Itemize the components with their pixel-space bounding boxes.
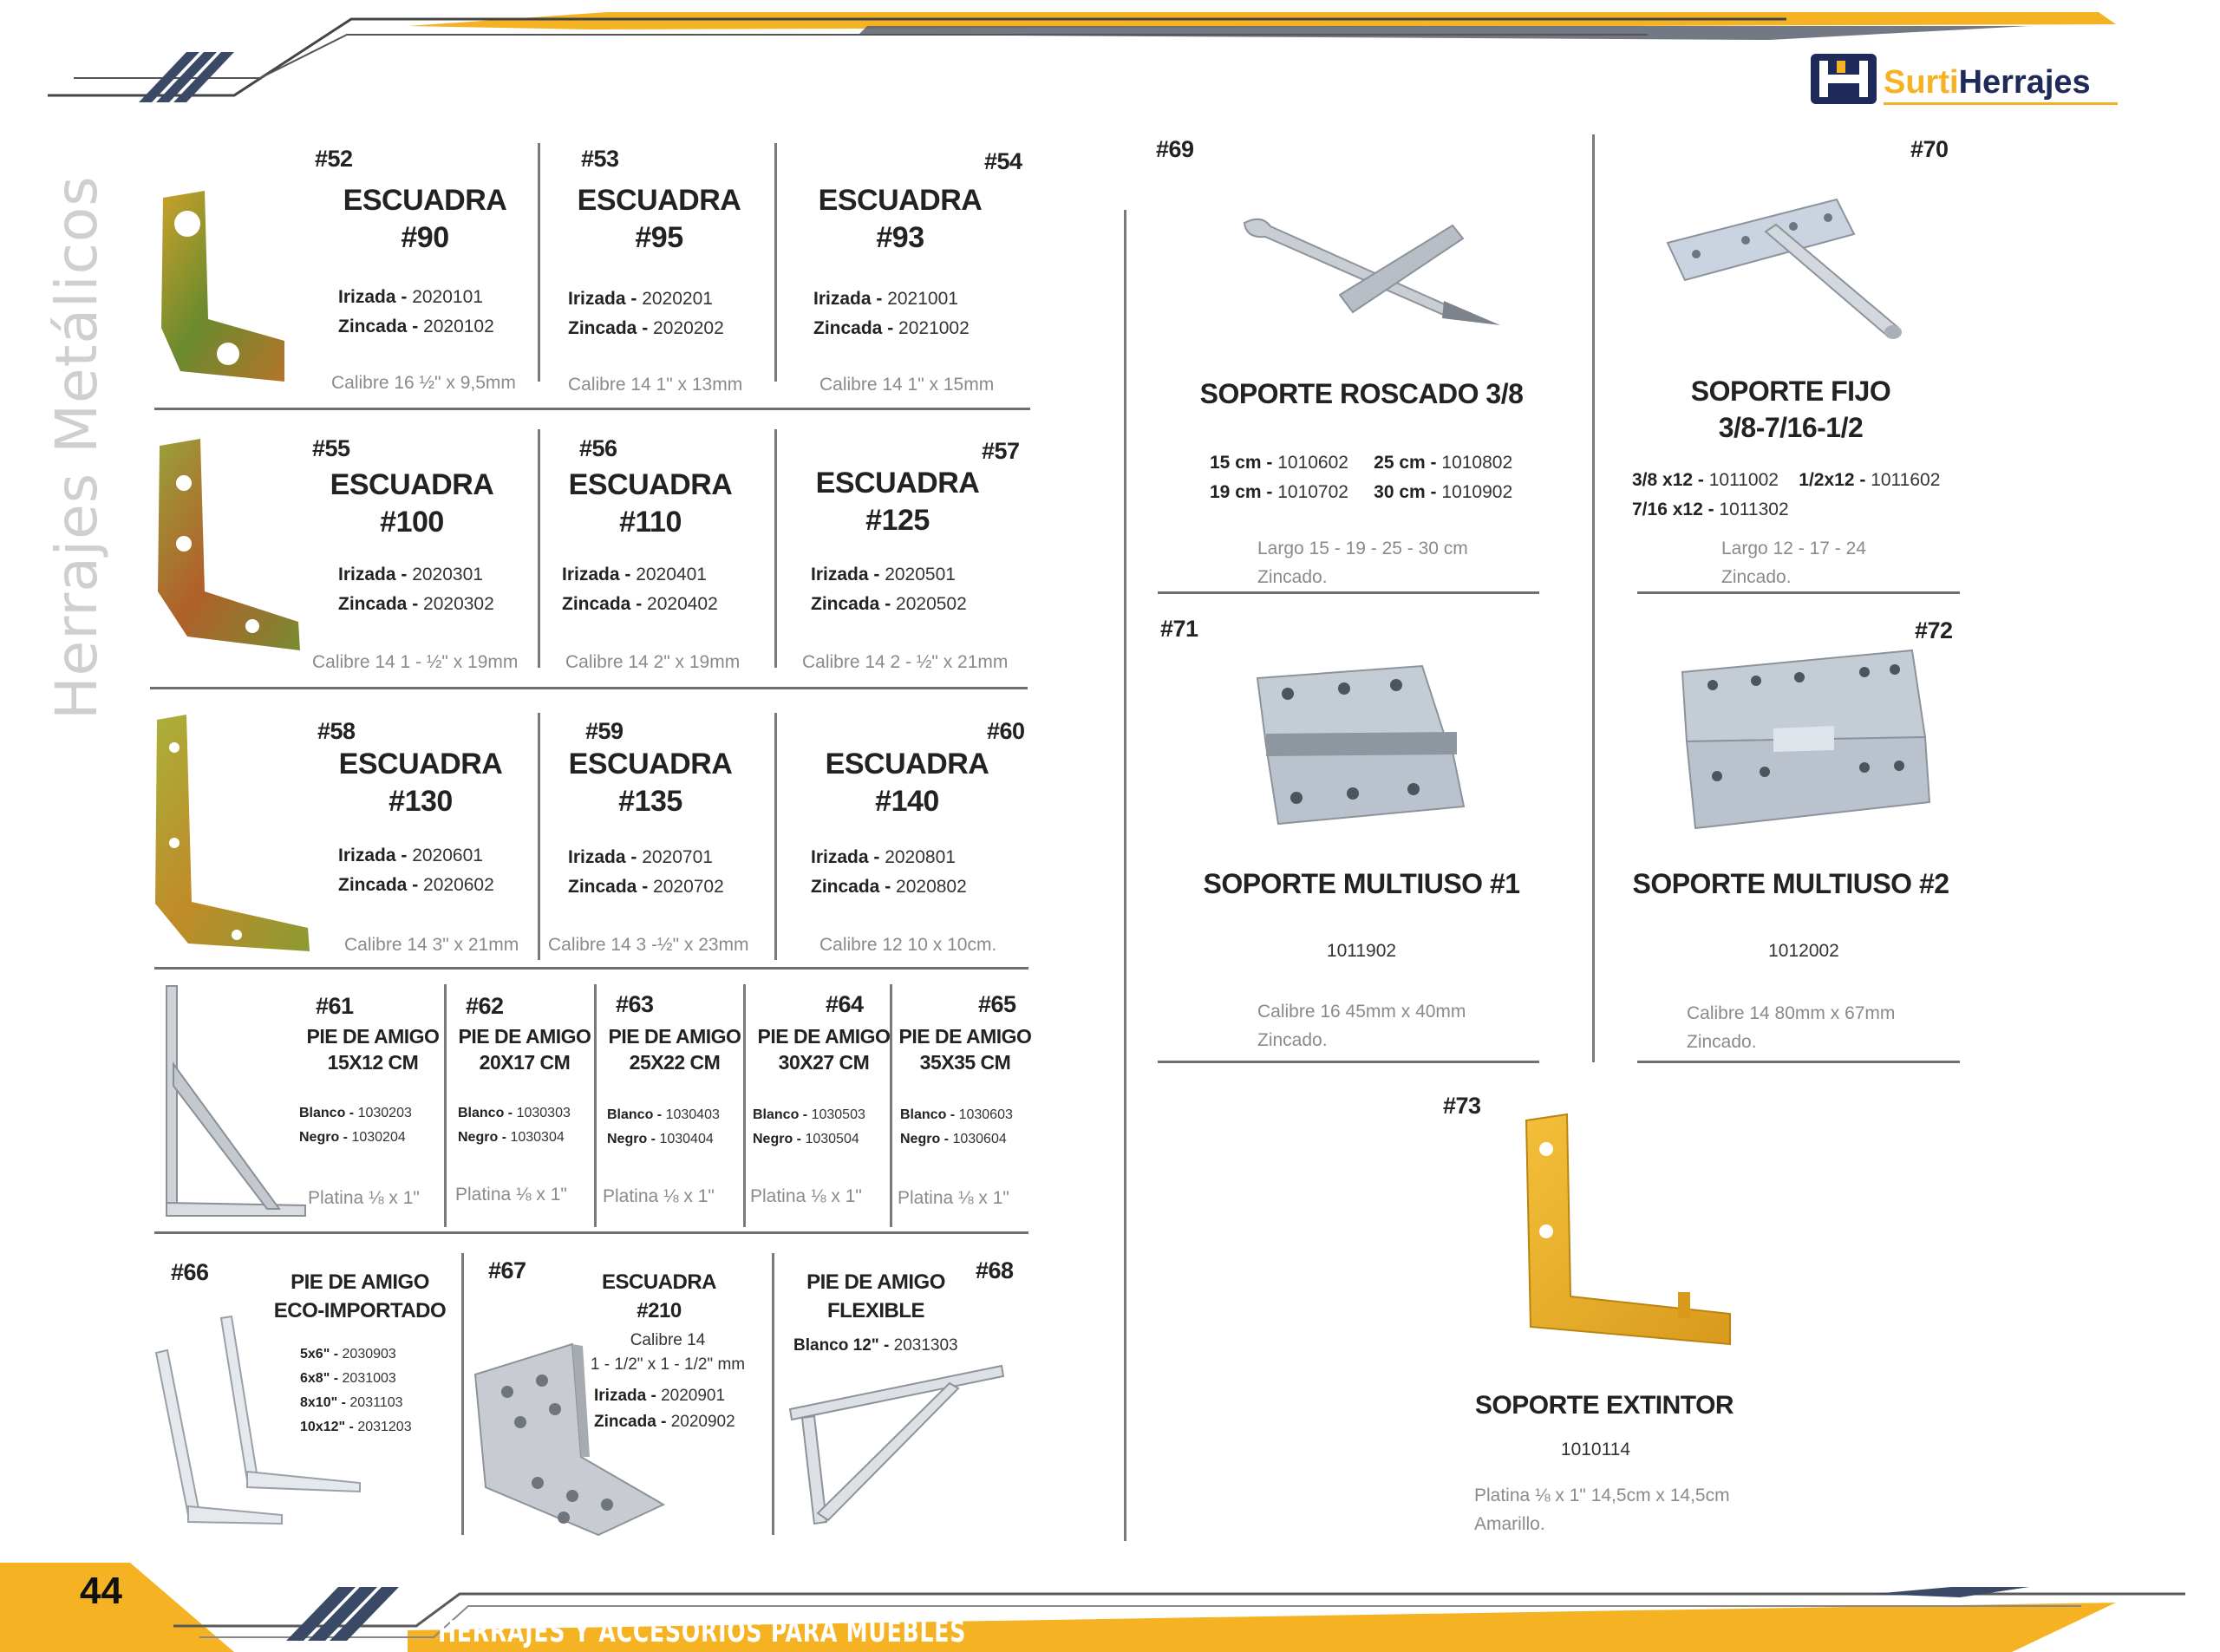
code-value: 2020102 <box>423 317 494 336</box>
product-subspec <box>564 1329 772 1377</box>
code-label: Irizada - <box>813 289 883 309</box>
product-title-line1: PIE DE AMIGO <box>291 1270 429 1294</box>
product-title-line1: PIE DE AMIGO <box>608 1025 741 1048</box>
code-value: 2020202 <box>653 318 724 338</box>
product-codes <box>568 843 724 902</box>
product-title: SOPORTE EXTINTOR <box>1474 1391 1734 1420</box>
product-spec <box>1721 534 1866 591</box>
product-title <box>1617 373 1964 446</box>
divider <box>774 713 777 960</box>
code-value: 2021002 <box>898 318 970 338</box>
code-value: 2020602 <box>423 875 494 895</box>
brand-name <box>1884 64 2091 101</box>
product-number: #57 <box>982 438 1020 464</box>
product-number: #73 <box>1443 1093 1481 1119</box>
product-spec: Calibre 14 1" x 13mm <box>568 375 743 395</box>
brand-name-part1: Surti <box>1884 64 1959 101</box>
product-spec <box>1257 534 1468 591</box>
product-title <box>546 467 754 541</box>
brand-name-part2: Herrajes <box>1958 64 2091 101</box>
product-title: SOPORTE MULTIUSO #1 <box>1203 868 1520 899</box>
product-spec: Calibre 14 3" x 21mm <box>344 935 519 955</box>
product-number: #65 <box>978 991 1016 1017</box>
multiuse-support-1-image <box>1249 659 1479 833</box>
flexible-bracket-image <box>785 1348 1010 1531</box>
product-codes <box>811 560 967 619</box>
divider <box>890 984 892 1227</box>
multiuse-support-2-image <box>1678 646 1934 833</box>
code-label: 25 cm - <box>1374 453 1437 473</box>
code-label: 15 cm - <box>1210 453 1273 473</box>
product-title-line1: PIE DE AMIGO <box>806 1270 945 1294</box>
code-label: 3/8 x12 - <box>1632 470 1704 490</box>
code-label: Zincada - <box>568 877 649 897</box>
product-spec-line1: Largo 15 - 19 - 25 - 30 cm <box>1257 539 1468 558</box>
product-spec: Calibre 14 2" x 19mm <box>565 652 741 672</box>
code-value: 2020501 <box>885 565 956 584</box>
code-label: Zincada - <box>811 594 891 614</box>
product-title-line2: #110 <box>619 506 682 539</box>
code-label: Irizada - <box>811 565 880 584</box>
code-label: Blanco - <box>299 1106 355 1120</box>
product-number: #61 <box>316 993 354 1019</box>
product-codes <box>594 1383 735 1435</box>
code-label: 5x6" - <box>300 1347 339 1361</box>
code-value: 1030504 <box>805 1132 859 1146</box>
product-title-line1: ESCUADRA <box>568 468 733 501</box>
code-value: 1011302 <box>1719 500 1789 519</box>
code-label: Irizada - <box>338 287 408 307</box>
product-number: #56 <box>579 435 617 461</box>
code-value: 2020802 <box>896 877 967 897</box>
code-value: 2020702 <box>653 877 724 897</box>
code-label: Blanco - <box>753 1107 808 1122</box>
product-number: #72 <box>1915 617 1953 643</box>
product-title-line2: 15X12 CM <box>327 1051 419 1074</box>
divider <box>538 713 540 960</box>
product-title-line2: #100 <box>380 506 444 539</box>
code-label: 10x12" - <box>300 1420 354 1434</box>
divider <box>1637 1061 1960 1063</box>
code-value: 1030503 <box>811 1107 865 1122</box>
fixed-support-image <box>1663 195 1915 351</box>
product-number: #68 <box>976 1257 1014 1283</box>
shelf-bracket-image <box>158 982 314 1224</box>
divider <box>1592 134 1595 1062</box>
product-title-line2: ECO-IMPORTADO <box>273 1299 447 1322</box>
code-value: 1030303 <box>516 1106 571 1120</box>
product-title-line1: SOPORTE FIJO <box>1690 375 1891 407</box>
product-codes <box>338 841 494 900</box>
product-number: #53 <box>581 146 619 172</box>
code-label: Blanco - <box>607 1107 663 1122</box>
code-value: 2031003 <box>342 1371 396 1386</box>
divider <box>150 687 1028 689</box>
divider <box>154 1231 1028 1234</box>
code-value: 1030604 <box>952 1132 1007 1146</box>
product-spec-line2: Zincado. <box>1687 1032 1757 1052</box>
product-spec-line2: Zincado. <box>1257 567 1328 587</box>
code-value: 1030304 <box>510 1130 565 1145</box>
code-value: 1010702 <box>1277 482 1348 502</box>
divider <box>1158 1061 1539 1063</box>
product-number: #59 <box>585 718 624 744</box>
divider <box>154 408 1030 410</box>
code-label: 30 cm - <box>1374 482 1437 502</box>
code-label: Blanco - <box>900 1107 956 1122</box>
product-title-line2: #90 <box>401 221 449 254</box>
product-codes <box>562 560 718 619</box>
product-spec: Platina ⅛ x 1" <box>308 1188 420 1208</box>
product-title-line2: 3/8-7/16-1/2 <box>1718 412 1864 443</box>
product-title-line2: #130 <box>388 785 453 818</box>
product-title-line2: #140 <box>875 785 939 818</box>
product-title <box>564 1268 754 1325</box>
code-value: 2031203 <box>357 1420 412 1434</box>
product-title-line2: FLEXIBLE <box>826 1299 924 1322</box>
code-label: Irizada - <box>811 847 880 867</box>
product-title-line1: PIE DE AMIGO <box>898 1025 1032 1048</box>
code-label: Irizada - <box>594 1387 656 1405</box>
product-number: #60 <box>987 718 1025 744</box>
code-value: 2030903 <box>342 1347 396 1361</box>
product-title <box>597 1023 753 1075</box>
product-number: #54 <box>984 148 1022 174</box>
code-label: Zincada - <box>594 1413 667 1431</box>
product-title-line2: #135 <box>618 785 682 818</box>
code-value: 2021001 <box>887 289 958 309</box>
code-value: 2020502 <box>896 594 967 614</box>
product-title <box>803 746 1011 820</box>
product-title-line2: 35X35 CM <box>919 1051 1011 1074</box>
product-number: #63 <box>616 991 654 1017</box>
code-label: 8x10" - <box>300 1395 346 1410</box>
product-codes <box>338 283 494 342</box>
code-label: Blanco - <box>458 1106 513 1120</box>
code-value: 2020101 <box>412 287 483 307</box>
code-label: Irizada - <box>338 565 408 584</box>
product-title-line1: ESCUADRA <box>338 748 503 780</box>
code-label: Zincada - <box>338 875 419 895</box>
product-title-line1: PIE DE AMIGO <box>306 1025 440 1048</box>
code-value: 2020401 <box>636 565 707 584</box>
divider <box>774 429 777 668</box>
code-value: 2020801 <box>885 847 956 867</box>
code-value: 1030403 <box>665 1107 720 1122</box>
product-spec: Calibre 14 2 - ½" x 21mm <box>802 652 1009 672</box>
product-title-line1: ESCUADRA <box>577 184 741 217</box>
product-codes <box>299 1101 412 1150</box>
product-title <box>308 467 516 541</box>
product-number: #67 <box>488 1257 526 1283</box>
code-label: 1/2x12 - <box>1799 470 1866 490</box>
product-spec: Platina ⅛ x 1" <box>455 1185 567 1205</box>
product-codes <box>338 560 494 619</box>
code-label: 7/16 x12 - <box>1632 500 1714 519</box>
footer-title: HERRAJES Y ACCESORIOS PARA MUEBLES <box>438 1615 967 1649</box>
product-title-line1: ESCUADRA <box>568 748 733 780</box>
code-label: Irizada - <box>568 847 637 867</box>
footer-decoration <box>0 1544 2220 1652</box>
code-label: Zincada - <box>813 318 894 338</box>
code-label: Negro - <box>900 1132 949 1146</box>
product-title-line1: ESCUADRA <box>818 184 983 217</box>
code-label: Negro - <box>607 1132 656 1146</box>
code-label: 6x8" - <box>300 1371 339 1386</box>
product-spec <box>1474 1481 1730 1538</box>
product-codes <box>458 1101 571 1150</box>
product-title <box>546 746 754 820</box>
page-number: 44 <box>80 1570 122 1612</box>
code-label: Zincada - <box>811 877 891 897</box>
code-value: 1030203 <box>357 1106 412 1120</box>
code-value: 1030603 <box>958 1107 1013 1122</box>
code-value: 1011602 <box>1871 470 1941 490</box>
code-value: 2020201 <box>642 289 713 309</box>
product-spec-line1: Platina ⅛ x 1" 14,5cm x 14,5cm <box>1474 1485 1730 1505</box>
divider <box>538 143 540 382</box>
product-title <box>447 1023 603 1075</box>
product-spec-line2: Amarillo. <box>1474 1514 1545 1534</box>
product-spec: Platina ⅛ x 1" <box>898 1188 1009 1208</box>
product-spec <box>1687 999 1895 1056</box>
product-title-line2: #125 <box>865 504 930 537</box>
divider <box>461 1253 464 1535</box>
product-number: #62 <box>466 993 504 1019</box>
product-number: #55 <box>312 435 350 461</box>
product-title-line1: ESCUADRA <box>815 467 980 500</box>
product-spec-line2: Zincado. <box>1721 567 1792 587</box>
product-codes <box>607 1103 720 1152</box>
divider <box>1124 210 1126 1541</box>
product-title-line2: 25X22 CM <box>629 1051 721 1074</box>
product-spec <box>1257 997 1466 1055</box>
product-title-line1: ESCUADRA <box>343 184 507 217</box>
product-spec: Calibre 14 1" x 15mm <box>819 375 995 395</box>
divider <box>154 967 1028 970</box>
code-value: 1030204 <box>351 1130 406 1145</box>
threaded-support-image <box>1236 204 1505 343</box>
product-title <box>260 1268 460 1325</box>
product-codes <box>813 284 970 343</box>
divider <box>1158 591 1539 594</box>
product-title <box>891 1023 1039 1075</box>
product-number: #64 <box>826 991 864 1017</box>
divider <box>774 143 777 382</box>
side-title: Herrajes Metálicos <box>43 175 110 720</box>
product-spec-line1: Calibre 16 45mm x 40mm <box>1257 1002 1466 1022</box>
product-title <box>321 182 529 257</box>
product-title <box>793 465 1002 539</box>
logo-underline <box>1884 102 2118 105</box>
product-title-line1: PIE DE AMIGO <box>757 1025 891 1048</box>
product-title-line1: ESCUADRA <box>601 1270 716 1294</box>
divider <box>538 429 540 668</box>
product-codes <box>900 1103 1013 1152</box>
divider <box>743 984 746 1227</box>
product-title <box>317 746 525 820</box>
code-value: 1010802 <box>1441 453 1513 473</box>
code-value: 1030404 <box>659 1132 714 1146</box>
code-value: 2020601 <box>412 846 483 865</box>
product-codes <box>300 1342 412 1440</box>
product-title <box>295 1023 451 1075</box>
product-number: #69 <box>1156 136 1194 162</box>
product-title: SOPORTE ROSCADO 3/8 <box>1199 378 1524 409</box>
code-label: Zincada - <box>338 317 419 336</box>
product-title <box>776 1268 976 1325</box>
code-value: 2020901 <box>661 1387 726 1405</box>
product-title-line2: #93 <box>876 221 924 254</box>
product-title <box>746 1023 902 1075</box>
product-title <box>555 182 763 257</box>
product-spec: Platina ⅛ x 1" <box>750 1186 862 1206</box>
product-spec: Calibre 14 3 -½" x 23mm <box>548 935 749 955</box>
product-number: #58 <box>317 718 356 744</box>
bracket-100-image <box>153 435 304 652</box>
product-title-line2: 30X27 CM <box>778 1051 870 1074</box>
divider <box>1637 591 1960 594</box>
product-title-line1: ESCUADRA <box>330 468 494 501</box>
code-value: 1010602 <box>1277 453 1348 473</box>
code-value: 2020902 <box>670 1413 735 1431</box>
code-label: Negro - <box>753 1132 801 1146</box>
code-label: Irizada - <box>562 565 631 584</box>
product-title-line1: ESCUADRA <box>825 748 989 780</box>
code-value: 2020701 <box>642 847 713 867</box>
product-code: 1011902 <box>1326 941 1397 961</box>
bracket-90-image <box>154 189 293 384</box>
code-label: Irizada - <box>338 846 408 865</box>
bracket-130-image <box>150 713 315 956</box>
extinguisher-support-image <box>1513 1110 1739 1357</box>
product-number: #71 <box>1160 616 1198 642</box>
code-label: 19 cm - <box>1210 482 1273 502</box>
product-codes <box>1632 466 1940 525</box>
code-value: 2031103 <box>349 1395 403 1410</box>
code-label: Negro - <box>458 1130 506 1145</box>
product-spec: Calibre 16 ½" x 9,5mm <box>331 373 516 393</box>
product-title <box>796 182 1004 257</box>
code-label: Irizada - <box>568 289 637 309</box>
product-number: #66 <box>171 1259 209 1285</box>
code-label: Blanco 12" - <box>793 1336 890 1355</box>
code-value: 2020302 <box>423 594 494 614</box>
product-spec: Calibre 12 10 x 10cm. <box>819 935 997 955</box>
product-spec-line1: Calibre 14 80mm x 67mm <box>1687 1003 1896 1023</box>
product-codes <box>811 843 967 902</box>
divider <box>772 1253 774 1535</box>
product-code: 1010114 <box>1560 1440 1631 1459</box>
product-codes <box>753 1103 865 1152</box>
brand-logo <box>1809 52 1878 106</box>
code-label: Zincada - <box>562 594 643 614</box>
divider <box>444 984 447 1227</box>
product-spec-line1: Largo 12 - 17 - 24 <box>1721 539 1866 558</box>
product-title-line2: #95 <box>635 221 683 254</box>
code-value: 2020402 <box>647 594 718 614</box>
code-value: 1010902 <box>1441 482 1513 502</box>
code-label: Negro - <box>299 1130 348 1145</box>
product-number: #70 <box>1910 136 1949 162</box>
product-codes <box>1210 448 1512 507</box>
code-value: 2020301 <box>412 565 483 584</box>
code-label: Zincada - <box>568 318 649 338</box>
divider <box>594 984 597 1227</box>
product-subspec-line1: Calibre 14 <box>630 1331 706 1349</box>
product-number: #52 <box>315 146 353 172</box>
code-value: 1011002 <box>1708 470 1779 490</box>
product-title: SOPORTE MULTIUSO #2 <box>1632 868 1949 899</box>
product-title-line2: 20X17 CM <box>479 1051 571 1074</box>
product-code: 1012002 <box>1768 941 1839 961</box>
code-label: Zincada - <box>338 594 419 614</box>
code-value: 2031303 <box>893 1336 958 1355</box>
product-codes <box>793 1331 958 1361</box>
product-spec: Calibre 14 1 - ½" x 19mm <box>312 652 519 672</box>
product-title-line1: PIE DE AMIGO <box>458 1025 591 1048</box>
product-title-line2: #210 <box>637 1299 682 1322</box>
product-spec-line2: Zincado. <box>1257 1030 1328 1050</box>
product-subspec-line2: 1 - 1/2" x 1 - 1/2" mm <box>590 1355 746 1374</box>
product-spec: Platina ⅛ x 1" <box>603 1186 715 1206</box>
product-codes <box>568 284 724 343</box>
